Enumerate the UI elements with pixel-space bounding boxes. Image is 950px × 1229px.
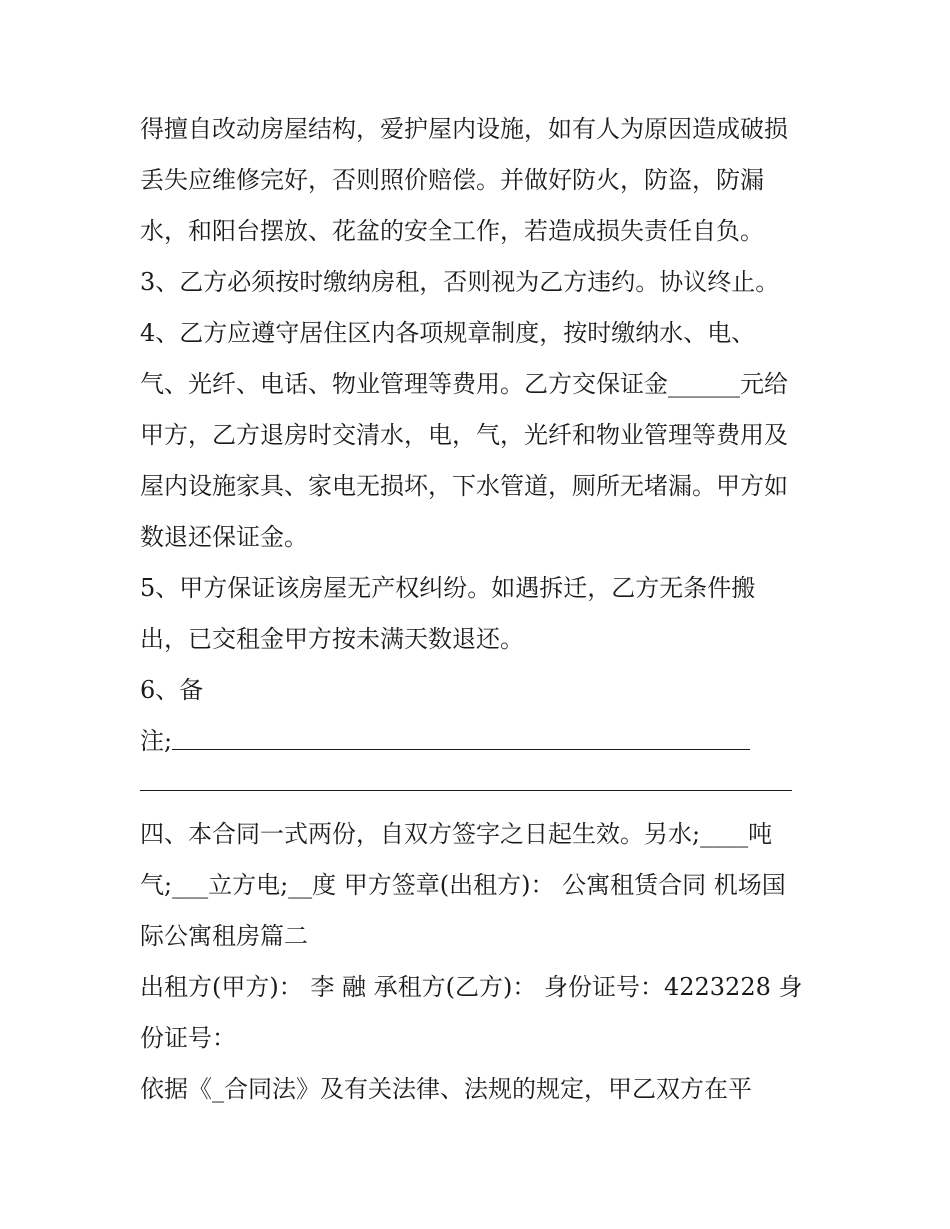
text-line-13: 注; [140, 727, 173, 755]
text-line-19: 份证号： [140, 1024, 236, 1052]
text-line-18: 出租方(甲方)： 李 融 承租方(乙方)： 身份证号：4223228 身 [140, 973, 803, 1001]
text-line-12: 6、备 [140, 676, 204, 704]
text-line-15: 四、本合同一式两份，自双方签字之日起生效。另水;____吨 [140, 820, 773, 848]
text-line-2: 丢失应维修完好，否则照价赔偿。并做好防火，防盗，防漏 [140, 166, 764, 194]
text-line-20: 依据《_合同法》及有关法律、法规的规定，甲乙双方在平 [140, 1075, 752, 1103]
remarks-blank-line-2 [140, 790, 792, 791]
text-line-8: 屋内设施家具、家电无损坏，下水管道，厕所无堵漏。甲方如 [140, 472, 788, 500]
text-line-4: 3、乙方必须按时缴纳房租，否则视为乙方违约。协议终止。 [140, 268, 780, 296]
text-line-17: 际公寓租房篇二 [140, 922, 308, 950]
remarks-blank-line-1 [172, 749, 750, 750]
text-line-3: 水，和阳台摆放、花盆的安全工作，若造成损失责任自负。 [140, 217, 764, 245]
text-line-6: 气、光纤、电话、物业管理等费用。乙方交保证金______元给 [140, 370, 788, 398]
text-line-11: 出，已交租金甲方按未满天数退还。 [140, 625, 524, 653]
text-line-10: 5、甲方保证该房屋无产权纠纷。如遇拆迁，乙方无条件搬 [140, 574, 756, 602]
text-line-9: 数退还保证金。 [140, 523, 308, 551]
text-line-1: 得擅自改动房屋结构，爱护屋内设施，如有人为原因造成破损 [140, 115, 788, 143]
text-line-7: 甲方，乙方退房时交清水，电，气，光纤和物业管理等费用及 [140, 421, 788, 449]
text-line-5: 4、乙方应遵守居住区内各项规章制度，按时缴纳水、电、 [140, 319, 756, 347]
text-line-16: 气;___立方电;__度 甲方签章(出租方)： 公寓租赁合同 机场国 [140, 871, 786, 899]
